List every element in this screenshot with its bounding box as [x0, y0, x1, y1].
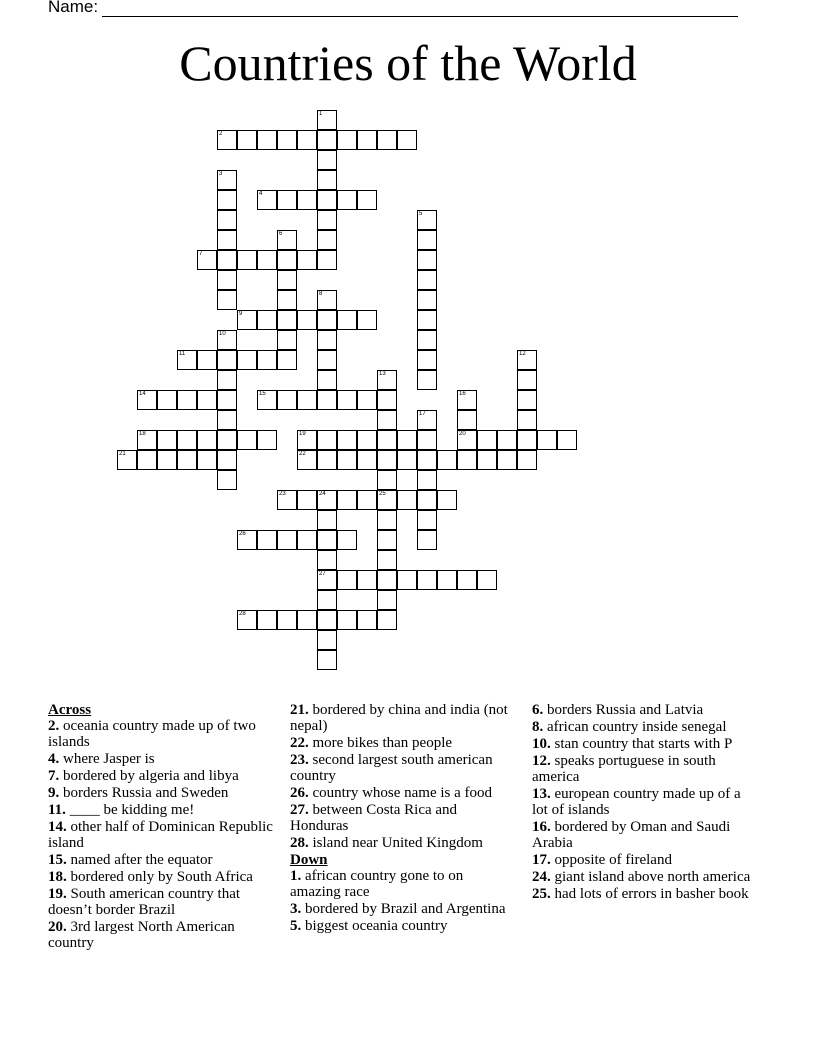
grid-cell[interactable] — [317, 530, 337, 550]
grid-cell[interactable] — [397, 130, 417, 150]
clue-item — [290, 918, 515, 934]
clue-number: 15. — [48, 852, 67, 868]
grid-cell[interactable] — [337, 430, 357, 450]
clue-item — [290, 835, 515, 851]
clue-text: borders Russia and Latvia — [547, 702, 704, 718]
clue-text: african country gone to on amazing race — [290, 868, 464, 900]
clue-number: 17. — [532, 852, 551, 868]
grid-cell[interactable] — [197, 390, 217, 410]
clue-text: bordered only by South Africa — [70, 869, 253, 885]
grid-cell[interactable] — [517, 350, 537, 370]
grid-cell[interactable] — [417, 350, 437, 370]
grid-cell[interactable] — [417, 270, 437, 290]
grid-cell[interactable] — [237, 430, 257, 450]
clue-text: oceania country made up of two islands — [48, 718, 256, 750]
grid-cell[interactable] — [237, 130, 257, 150]
clue-item — [290, 785, 515, 801]
grid-cell[interactable] — [197, 350, 217, 370]
clue-text: stan country that starts with P — [554, 736, 733, 752]
cell-number: 1 — [319, 111, 323, 117]
grid-cell[interactable] — [337, 310, 357, 330]
grid-cell[interactable] — [417, 510, 437, 530]
cell-number: 15 — [259, 391, 266, 397]
grid-cell[interactable] — [277, 290, 297, 310]
cell-number: 28 — [239, 611, 246, 617]
grid-cell[interactable] — [517, 450, 537, 470]
clue-text: second largest south american country — [290, 752, 493, 784]
grid-cell[interactable] — [497, 430, 517, 450]
clue-text: european country made up of a lot of islands — [532, 786, 741, 818]
grid-cell[interactable] — [397, 430, 417, 450]
grid-cell[interactable] — [277, 190, 297, 210]
clue-text: other half of Dominican Republic island — [48, 819, 273, 851]
clue-item — [290, 702, 515, 734]
clue-text: 3rd largest North American country — [48, 919, 235, 951]
grid-cell[interactable] — [377, 550, 397, 570]
grid-cell[interactable] — [377, 130, 397, 150]
grid-cell[interactable] — [317, 170, 337, 190]
grid-cell[interactable] — [197, 450, 217, 470]
grid-cell[interactable] — [217, 230, 237, 250]
grid-cell[interactable] — [337, 490, 357, 510]
grid-cell[interactable] — [417, 250, 437, 270]
clue-item — [290, 802, 515, 834]
grid-cell[interactable] — [317, 250, 337, 270]
grid-cell[interactable] — [357, 610, 377, 630]
clue-number: 23. — [290, 752, 309, 768]
clue-item — [532, 753, 757, 785]
clue-number: 22. — [290, 735, 309, 751]
clue-number: 25. — [532, 886, 551, 902]
grid-cell[interactable] — [377, 450, 397, 470]
clue-item — [532, 736, 757, 752]
clue-text: had lots of errors in basher book — [554, 886, 749, 902]
cell-number: 18 — [139, 431, 146, 437]
clue-text: giant island above north america — [554, 869, 751, 885]
clue-item — [48, 819, 273, 851]
cell-number: 8 — [319, 291, 323, 297]
cell-number: 4 — [259, 191, 263, 197]
grid-cell[interactable] — [417, 330, 437, 350]
grid-cell[interactable] — [477, 450, 497, 470]
clue-number: 24. — [532, 869, 551, 885]
grid-cell[interactable] — [217, 250, 237, 270]
clue-column-3 — [532, 702, 757, 903]
down-heading: Down — [290, 852, 328, 868]
clue-text: country whose name is a food — [312, 785, 493, 801]
grid-cell[interactable] — [417, 370, 437, 390]
grid-cell[interactable] — [377, 430, 397, 450]
grid-cell[interactable] — [157, 430, 177, 450]
clue-item — [290, 735, 515, 751]
cell-number: 9 — [239, 311, 243, 317]
grid-cell[interactable] — [317, 390, 337, 410]
name-label: Name: — [48, 0, 99, 16]
clue-item — [48, 802, 273, 818]
clue-number: 6. — [532, 702, 544, 718]
clue-number: 2. — [48, 718, 60, 734]
grid-cell[interactable] — [377, 490, 397, 510]
clue-column-1 — [48, 702, 273, 952]
grid-cell[interactable] — [377, 610, 397, 630]
grid-cell[interactable] — [277, 390, 297, 410]
grid-cell[interactable] — [217, 430, 237, 450]
cell-number: 11 — [179, 351, 186, 357]
grid-cell[interactable] — [377, 510, 397, 530]
grid-cell[interactable] — [337, 610, 357, 630]
grid-cell[interactable] — [217, 450, 237, 470]
grid-cell[interactable] — [377, 370, 397, 390]
grid-cell[interactable] — [317, 330, 337, 350]
clue-text: between Costa Rica and Honduras — [290, 802, 458, 834]
grid-cell[interactable] — [317, 290, 337, 310]
clue-text: borders Russia and Sweden — [63, 785, 229, 801]
grid-cell[interactable] — [257, 610, 277, 630]
clue-number: 14. — [48, 819, 67, 835]
clue-number: 26. — [290, 785, 309, 801]
clue-number: 21. — [290, 702, 309, 718]
grid-cell[interactable] — [297, 450, 317, 470]
grid-cell[interactable] — [397, 570, 417, 590]
clue-text: bordered by Brazil and Argentina — [305, 901, 506, 917]
grid-cell[interactable] — [277, 250, 297, 270]
grid-cell[interactable] — [417, 570, 437, 590]
grid-cell[interactable] — [277, 230, 297, 250]
grid-cell[interactable] — [257, 430, 277, 450]
clue-item — [532, 702, 757, 718]
clue-item — [48, 886, 273, 918]
name-field[interactable] — [48, 0, 738, 17]
grid-cell[interactable] — [437, 490, 457, 510]
grid-cell[interactable] — [237, 610, 257, 630]
grid-cell[interactable] — [277, 270, 297, 290]
grid-cell[interactable] — [417, 470, 437, 490]
grid-cell[interactable] — [417, 310, 437, 330]
clue-text: speaks portuguese in south america — [532, 753, 716, 785]
grid-cell[interactable] — [317, 370, 337, 390]
grid-cell[interactable] — [377, 590, 397, 610]
clue-item — [48, 785, 273, 801]
clue-number: 11. — [48, 802, 66, 818]
clue-column-2 — [290, 702, 515, 935]
grid-cell[interactable] — [277, 310, 297, 330]
clue-text: island near United Kingdom — [312, 835, 483, 851]
clue-item — [48, 768, 273, 784]
grid-cell[interactable] — [317, 150, 337, 170]
grid-cell[interactable] — [117, 450, 137, 470]
clue-text: where Jasper is — [63, 751, 155, 767]
grid-cell[interactable] — [317, 210, 337, 230]
grid-cell[interactable] — [237, 350, 257, 370]
grid-cell[interactable] — [317, 450, 337, 470]
grid-cell[interactable] — [297, 490, 317, 510]
clue-text: bordered by Oman and Saudi Arabia — [532, 819, 731, 851]
grid-cell[interactable] — [157, 390, 177, 410]
grid-cell[interactable] — [217, 390, 237, 410]
grid-cell[interactable] — [157, 450, 177, 470]
clue-item — [532, 719, 757, 735]
cell-number: 24 — [319, 491, 326, 497]
page-title: Countries of the World — [179, 35, 637, 91]
grid-cell[interactable] — [357, 310, 377, 330]
clue-number: 13. — [532, 786, 551, 802]
grid-cell[interactable] — [317, 570, 337, 590]
grid-cell[interactable] — [517, 370, 537, 390]
grid-cell[interactable] — [297, 250, 317, 270]
grid-cell[interactable] — [357, 190, 377, 210]
grid-cell[interactable] — [317, 610, 337, 630]
grid-cell[interactable] — [357, 450, 377, 470]
clue-item — [532, 786, 757, 818]
cell-number: 19 — [299, 431, 306, 437]
grid-cell[interactable] — [557, 430, 577, 450]
clue-item — [48, 852, 273, 868]
grid-cell[interactable] — [317, 550, 337, 570]
grid-cell[interactable] — [337, 190, 357, 210]
clue-number: 10. — [532, 736, 551, 752]
grid-cell[interactable] — [317, 510, 337, 530]
clue-text: bordered by algeria and libya — [63, 768, 239, 784]
grid-cell[interactable] — [337, 390, 357, 410]
grid-cell[interactable] — [197, 430, 217, 450]
grid-cell[interactable] — [457, 570, 477, 590]
grid-cell[interactable] — [257, 190, 277, 210]
clue-text: opposite of fireland — [554, 852, 672, 868]
grid-cell[interactable] — [417, 210, 437, 230]
cell-number: 5 — [419, 211, 423, 217]
cell-number: 12 — [519, 351, 526, 357]
cell-number: 27 — [319, 571, 326, 577]
grid-cell[interactable] — [477, 430, 497, 450]
grid-cell[interactable] — [197, 250, 217, 270]
grid-cell[interactable] — [297, 190, 317, 210]
grid-cell[interactable] — [177, 450, 197, 470]
grid-cell[interactable] — [417, 450, 437, 470]
cell-number: 6 — [279, 231, 283, 237]
clue-number: 20. — [48, 919, 67, 935]
clue-number: 19. — [48, 886, 67, 902]
grid-cell[interactable] — [417, 430, 437, 450]
grid-cell[interactable] — [217, 190, 237, 210]
grid-cell[interactable] — [277, 350, 297, 370]
grid-cell[interactable] — [337, 530, 357, 550]
grid-cell[interactable] — [257, 350, 277, 370]
grid-cell[interactable] — [257, 530, 277, 550]
clue-item — [48, 718, 273, 750]
grid-cell[interactable] — [217, 210, 237, 230]
grid-cell[interactable] — [457, 410, 477, 430]
clue-item — [48, 751, 273, 767]
clue-item — [532, 869, 757, 885]
cell-number: 20 — [459, 431, 466, 437]
cell-number: 26 — [239, 531, 246, 537]
grid-cell[interactable] — [217, 370, 237, 390]
grid-cell[interactable] — [397, 490, 417, 510]
clue-text: ____ be kidding me! — [69, 802, 195, 818]
grid-cell[interactable] — [377, 410, 397, 430]
grid-cell[interactable] — [317, 630, 337, 650]
cell-number: 22 — [299, 451, 306, 457]
grid-cell[interactable] — [297, 430, 317, 450]
grid-cell[interactable] — [357, 430, 377, 450]
grid-cell[interactable] — [217, 410, 237, 430]
cell-number: 3 — [219, 171, 223, 177]
grid-cell[interactable] — [437, 570, 457, 590]
grid-cell[interactable] — [377, 470, 397, 490]
grid-cell[interactable] — [217, 130, 237, 150]
grid-cell[interactable] — [237, 310, 257, 330]
cell-number: 13 — [379, 371, 386, 377]
grid-cell[interactable] — [217, 350, 237, 370]
clue-number: 27. — [290, 802, 309, 818]
grid-cell[interactable] — [177, 430, 197, 450]
grid-cell[interactable] — [417, 230, 437, 250]
grid-cell[interactable] — [357, 130, 377, 150]
grid-cell[interactable] — [517, 390, 537, 410]
grid-cell[interactable] — [137, 450, 157, 470]
grid-cell[interactable] — [217, 270, 237, 290]
grid-cell[interactable] — [377, 570, 397, 590]
clue-text: bordered by china and india (not nepal) — [290, 702, 508, 734]
grid-cell[interactable] — [417, 290, 437, 310]
clue-text: biggest oceania country — [305, 918, 448, 934]
cell-number: 10 — [219, 331, 226, 337]
cell-number: 7 — [199, 251, 203, 257]
clue-number: 28. — [290, 835, 309, 851]
clue-number: 8. — [532, 719, 544, 735]
clue-text: african country inside senegal — [547, 719, 727, 735]
grid-cell[interactable] — [457, 430, 477, 450]
grid-cell[interactable] — [317, 350, 337, 370]
grid-cell[interactable] — [337, 570, 357, 590]
grid-cell[interactable] — [137, 390, 157, 410]
cell-number: 16 — [459, 391, 466, 397]
grid-cell[interactable] — [317, 650, 337, 670]
grid-cell[interactable] — [217, 170, 237, 190]
grid-cell[interactable] — [317, 590, 337, 610]
grid-cell[interactable] — [277, 530, 297, 550]
grid-cell[interactable] — [217, 330, 237, 350]
grid-cell[interactable] — [297, 130, 317, 150]
grid-cell[interactable] — [357, 570, 377, 590]
grid-cell[interactable] — [257, 310, 277, 330]
clue-item — [48, 919, 273, 951]
grid-cell[interactable] — [277, 490, 297, 510]
clue-number: 12. — [532, 753, 551, 769]
grid-cell[interactable] — [377, 530, 397, 550]
grid-cell[interactable] — [277, 610, 297, 630]
grid-cell[interactable] — [337, 130, 357, 150]
cell-number: 23 — [279, 491, 286, 497]
clue-item — [532, 819, 757, 851]
clue-number: 1. — [290, 868, 302, 884]
clue-text: more bikes than people — [312, 735, 453, 751]
clue-item — [532, 852, 757, 868]
clue-item — [48, 869, 273, 885]
name-underline[interactable] — [102, 0, 738, 17]
grid-cell[interactable] — [217, 290, 237, 310]
grid-cell[interactable] — [297, 610, 317, 630]
grid-cell[interactable] — [417, 490, 437, 510]
grid-cell[interactable] — [297, 390, 317, 410]
grid-cell[interactable] — [277, 130, 297, 150]
grid-cell[interactable] — [257, 130, 277, 150]
grid-cell[interactable] — [277, 330, 297, 350]
grid-cell[interactable] — [437, 450, 457, 470]
cell-number: 21 — [119, 451, 126, 457]
grid-cell[interactable] — [517, 430, 537, 450]
grid-cell[interactable] — [297, 310, 317, 330]
grid-cell[interactable] — [217, 470, 237, 490]
clue-item — [532, 886, 757, 902]
cell-number: 25 — [379, 491, 386, 497]
grid-cell[interactable] — [357, 490, 377, 510]
grid-cell[interactable] — [317, 490, 337, 510]
grid-cell[interactable] — [137, 430, 157, 450]
grid-cell[interactable] — [257, 250, 277, 270]
clue-number: 9. — [48, 785, 60, 801]
clue-item — [290, 752, 515, 784]
grid-cell[interactable] — [317, 130, 337, 150]
grid-cell[interactable] — [497, 450, 517, 470]
grid-cell[interactable] — [237, 530, 257, 550]
grid-cell[interactable] — [177, 390, 197, 410]
clue-text: named after the equator — [70, 852, 213, 868]
clue-number: 4. — [48, 751, 60, 767]
grid-cell[interactable] — [457, 450, 477, 470]
grid-cell[interactable] — [417, 530, 437, 550]
clue-number: 3. — [290, 901, 302, 917]
clue-number: 5. — [290, 918, 302, 934]
grid-cell[interactable] — [377, 390, 397, 410]
clue-number: 16. — [532, 819, 551, 835]
clue-item — [290, 868, 515, 900]
grid-cell[interactable] — [457, 390, 477, 410]
grid-cell[interactable] — [317, 110, 337, 130]
grid-cell[interactable] — [317, 430, 337, 450]
clue-text: South american country that doesn’t border Brazil — [48, 886, 241, 918]
grid-cell[interactable] — [337, 450, 357, 470]
grid-cell[interactable] — [317, 190, 337, 210]
clue-number: 18. — [48, 869, 67, 885]
cell-number: 14 — [139, 391, 146, 397]
cell-number: 17 — [419, 411, 426, 417]
grid-cell[interactable] — [317, 230, 337, 250]
grid-cell[interactable] — [397, 450, 417, 470]
clue-item — [290, 901, 515, 917]
grid-cell[interactable] — [517, 410, 537, 430]
clue-number: 7. — [48, 768, 60, 784]
across-heading: Across — [48, 702, 92, 718]
grid-cell[interactable] — [477, 570, 497, 590]
grid-cell[interactable] — [237, 250, 257, 270]
grid-cell[interactable] — [297, 530, 317, 550]
grid-cell[interactable] — [177, 350, 197, 370]
grid-cell[interactable] — [537, 430, 557, 450]
grid-cell[interactable] — [357, 390, 377, 410]
grid-cell[interactable] — [417, 410, 437, 430]
cell-number: 2 — [219, 131, 223, 137]
grid-cell[interactable] — [317, 310, 337, 330]
grid-cell[interactable] — [257, 390, 277, 410]
